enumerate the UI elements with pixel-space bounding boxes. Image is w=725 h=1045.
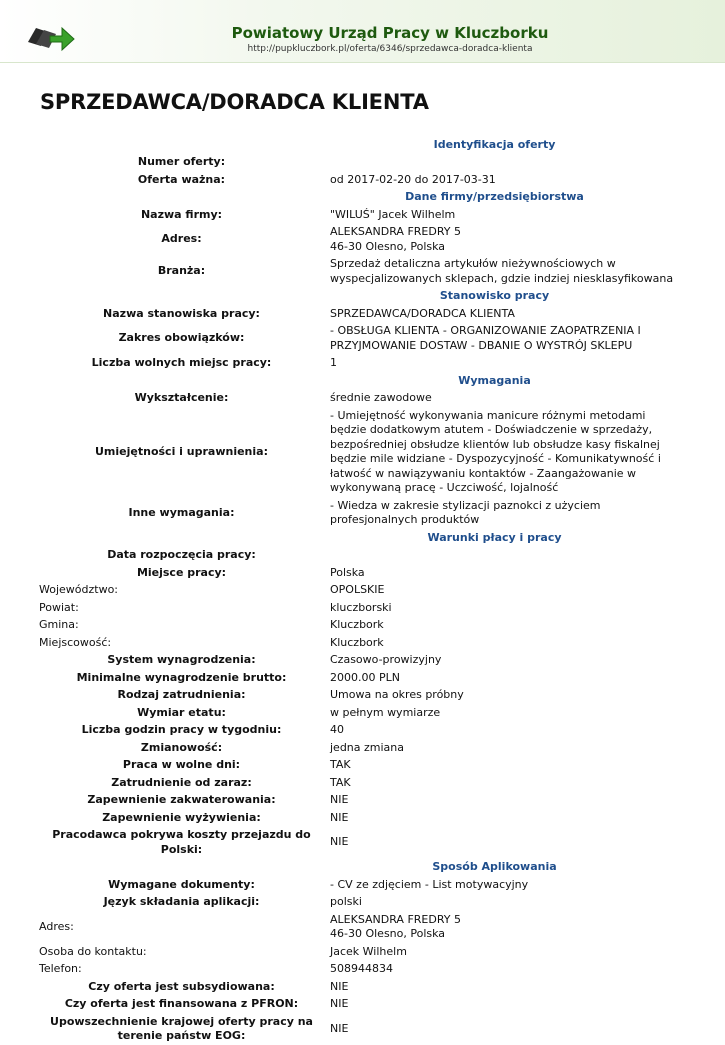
detail-row	[36, 669, 686, 687]
section-title: Identyfikacja oferty	[433, 137, 556, 151]
field-value: Polska	[330, 565, 365, 579]
detail-row	[36, 154, 686, 172]
field-label: Zatrudnienie od zaraz:	[111, 775, 252, 789]
detail-row	[36, 704, 686, 722]
field-label: Nazwa firmy:	[140, 207, 223, 221]
detail-row	[36, 687, 686, 705]
detail-row	[36, 739, 686, 757]
site-title: Powiatowy Urząd Pracy w Kluczborku	[231, 24, 549, 42]
field-label: Rodzaj zatrudnienia:	[117, 688, 246, 701]
detail-row	[36, 827, 686, 859]
field-value: NIE	[330, 793, 349, 806]
detail-row	[36, 652, 686, 670]
field-value: NIE	[330, 1021, 349, 1035]
field-label: Powiat:	[39, 600, 79, 614]
job-title: SPRZEDAWCA/DORADCA KLIENTA	[40, 90, 429, 114]
field-value: TAK	[330, 775, 351, 789]
field-value: OPOLSKIE	[330, 583, 385, 596]
field-label: System wynagrodzenia:	[107, 653, 256, 666]
detail-row	[36, 943, 686, 961]
detail-row	[36, 390, 686, 408]
field-label: Liczba wolnych miejsc pracy:	[91, 356, 272, 369]
section-header-row	[36, 136, 686, 154]
field-label: Data rozpoczęcia pracy:	[107, 548, 256, 561]
detail-row	[36, 617, 686, 635]
field-label: Czy oferta jest subsydiowana:	[88, 979, 275, 993]
detail-row	[36, 256, 686, 288]
section-title: Wymagania	[458, 373, 531, 387]
detail-row	[36, 996, 686, 1014]
detail-row	[36, 407, 686, 497]
field-label: Czy oferta jest finansowana z PFRON:	[64, 997, 299, 1010]
field-value	[327, 154, 686, 172]
detail-row	[36, 171, 686, 189]
field-label: Oferta ważna:	[137, 172, 226, 186]
detail-row	[36, 757, 686, 775]
field-label: Telefon:	[39, 962, 82, 975]
field-label: Numer oferty:	[137, 155, 226, 168]
section-title: Stanowisko pracy	[439, 289, 550, 302]
field-value: polski	[330, 895, 362, 908]
field-label: Minimalne wynagrodzenie brutto:	[76, 670, 287, 684]
offer-details-table	[36, 136, 686, 1045]
detail-row	[36, 305, 686, 323]
field-value: SPRZEDAWCA/DORADCA KLIENTA	[330, 306, 515, 320]
field-value: ALEKSANDRA FREDRY 5 46-30 Olesno, Polska	[330, 912, 461, 940]
field-value: NIE	[330, 810, 349, 824]
field-label: Wykształcenie:	[134, 391, 229, 404]
field-label: Zapewnienie zakwaterowania:	[87, 793, 276, 806]
field-value: TAK	[330, 758, 351, 771]
detail-row	[36, 355, 686, 373]
field-value: Kluczbork	[330, 635, 384, 649]
field-value: NIE	[330, 835, 349, 849]
field-value: od 2017-02-20 do 2017-03-31	[330, 172, 496, 186]
field-label: Zakres obowiązków:	[118, 331, 245, 345]
detail-row	[36, 497, 686, 529]
detail-row	[36, 634, 686, 652]
field-value: Sprzedaż detaliczna artykułów nieżywnościowych w wyspecjalizowanych sklepach, gdzie indziej niesklasyfikowana	[330, 257, 674, 285]
field-value: Umowa na okres próbny	[330, 688, 464, 701]
field-value: NIE	[330, 997, 349, 1010]
detail-row	[36, 582, 686, 600]
field-value: średnie zawodowe	[330, 391, 432, 404]
detail-row	[36, 1013, 686, 1045]
field-value: - OBSŁUGA KLIENTA - ORGANIZOWANIE ZAOPATRZENIA I PRZYJMOWANIE DOSTAW - DBANIE O WYSTRÓJ SKLEPU	[330, 324, 641, 352]
detail-row	[36, 792, 686, 810]
field-label: Wymiar etatu:	[137, 705, 226, 719]
detail-row	[36, 547, 686, 565]
field-label: Liczba godzin pracy w tygodniu:	[81, 723, 282, 736]
field-value: 1	[330, 356, 337, 369]
field-value: w pełnym wymiarze	[330, 705, 441, 719]
section-title: Sposób Aplikowania	[432, 860, 557, 873]
field-value: - Umiejętność wykonywania manicure różnymi metodami będzie dodatkowym atutem - Doświadczenie w sprzedaży, bezpośredniej obsłudze klientów lub obsłudze kasy fiskalnej będzie mile widziane - Dyspozycyjność - Komunikatywność i łatwość w nawiązywaniu kontaktów - Zaangażowanie w wykonywaną pracę - Uczciwość, lojalność	[330, 408, 661, 494]
page-url[interactable]: http://pupkluczbork.pl/oferta/6346/sprzedawca-doradca-klienta	[247, 44, 533, 54]
field-label: Inne wymagania:	[128, 505, 235, 519]
detail-row	[36, 894, 686, 912]
detail-row	[36, 323, 686, 355]
field-value: Kluczbork	[330, 618, 384, 631]
detail-row	[36, 876, 686, 894]
detail-row	[36, 224, 686, 256]
field-label: Zmianowość:	[140, 740, 223, 754]
field-label: Województwo:	[39, 583, 119, 596]
section-header-row	[36, 859, 686, 877]
detail-row	[36, 774, 686, 792]
field-value	[327, 547, 686, 565]
field-label: Wymagane dokumenty:	[108, 877, 255, 891]
field-value: 508944834	[330, 962, 393, 975]
field-value: jedna zmiana	[330, 740, 405, 754]
field-value: NIE	[330, 979, 349, 993]
field-label: Język składania aplikacji:	[103, 895, 260, 908]
field-label: Pracodawca pokrywa koszty przejazdu do Polski:	[52, 828, 311, 856]
field-label: Miejscowość:	[39, 635, 112, 649]
section-title: Warunki płacy i pracy	[427, 530, 562, 544]
field-label: Nazwa stanowiska pracy:	[103, 306, 260, 320]
section-title: Dane firmy/przedsiębiorstwa	[405, 190, 584, 203]
field-label: Miejsce pracy:	[136, 565, 227, 579]
field-value: 2000.00 PLN	[330, 670, 400, 684]
field-label: Zapewnienie wyżywienia:	[102, 810, 261, 824]
field-label: Adres:	[161, 232, 202, 246]
detail-row	[36, 564, 686, 582]
field-label: Umiejętności i uprawnienia:	[95, 444, 268, 458]
field-value: "WILUŚ" Jacek Wilhelm	[330, 207, 456, 221]
field-value: 40	[330, 723, 344, 736]
field-value: Czasowo-prowizyjny	[330, 653, 442, 666]
section-header-row	[36, 189, 686, 207]
field-value: - CV ze zdjęciem - List motywacyjny	[330, 877, 529, 891]
field-label: Branża:	[157, 264, 206, 278]
field-label: Praca w wolne dni:	[122, 758, 241, 771]
field-value: Jacek Wilhelm	[330, 944, 407, 958]
detail-row	[36, 722, 686, 740]
field-value: kluczborski	[330, 600, 392, 614]
field-label: Osoba do kontaktu:	[39, 944, 147, 958]
detail-row	[36, 961, 686, 979]
page-header	[0, 0, 725, 63]
field-label: Upowszechnienie krajowej oferty pracy na terenie państw EOG:	[50, 1014, 313, 1042]
section-header-row	[36, 372, 686, 390]
detail-row	[36, 206, 686, 224]
section-header-row	[36, 529, 686, 547]
detail-row	[36, 809, 686, 827]
detail-row	[36, 978, 686, 996]
detail-row	[36, 599, 686, 617]
field-value: ALEKSANDRA FREDRY 5 46-30 Olesno, Polska	[330, 225, 461, 253]
field-label: Adres:	[39, 919, 74, 933]
detail-row	[36, 911, 686, 943]
section-header-row	[36, 288, 686, 306]
field-label: Gmina:	[39, 618, 79, 631]
field-value: - Wiedza w zakresie stylizacji paznokci z użyciem profesjonalnych produktów	[330, 498, 601, 526]
